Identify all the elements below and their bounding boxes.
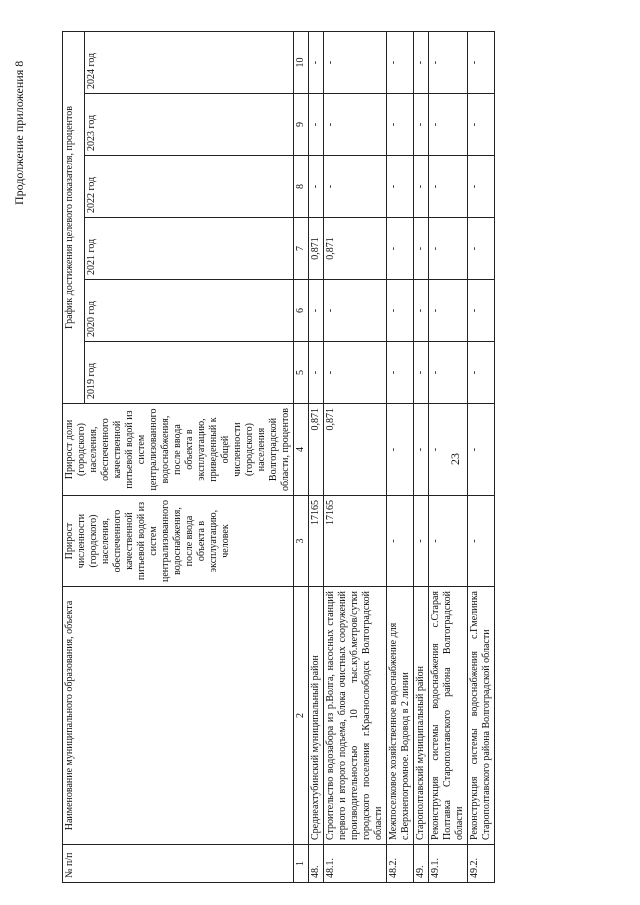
page-number: 23	[448, 453, 462, 465]
header-year: 2020 год	[85, 280, 294, 342]
column-number: 6	[294, 280, 309, 342]
row-y2021: 0,871	[324, 218, 387, 280]
header-no: № п/п	[63, 845, 294, 883]
header-year: 2024 год	[85, 32, 294, 94]
row-y2024: -	[429, 32, 468, 94]
row-y2022: -	[387, 156, 414, 218]
row-name: Реконструкция системы водоснабжения с.Старая Полтавка Старополтавского района Волгоградской области	[429, 587, 468, 845]
row-y2023: -	[429, 94, 468, 156]
table-row	[468, 32, 495, 883]
row-name: Среднеахтубинский муниципальный район	[309, 587, 324, 845]
header-year: 2022 год	[85, 156, 294, 218]
row-population: -	[468, 496, 495, 587]
column-number: 10	[294, 32, 309, 94]
row-y2023: -	[414, 94, 429, 156]
row-y2022: -	[324, 156, 387, 218]
row-no: 48.1.	[324, 845, 387, 883]
header-share-increase: Прирост доли (городского) населения, обеспеченного качественной питьевой водой из систем централизованного водоснабжения, после ввода объекта в эксплуатацию, приведенный к общей численности (городского) населения Волгоградской области, процентов	[63, 404, 294, 496]
row-population: 17165	[309, 496, 324, 587]
row-y2021: 0,871	[309, 218, 324, 280]
row-y2024: -	[387, 32, 414, 94]
row-y2022: -	[429, 156, 468, 218]
column-number: 7	[294, 218, 309, 280]
row-share: -	[429, 404, 468, 496]
row-share: -	[414, 404, 429, 496]
row-y2022: -	[309, 156, 324, 218]
row-y2021: -	[387, 218, 414, 280]
header-year: 2019 год	[85, 342, 294, 404]
column-number: 9	[294, 94, 309, 156]
row-no: 49.1.	[429, 845, 468, 883]
row-y2019: -	[414, 342, 429, 404]
row-name: Межпоселковое хозяйственное водоснабжение для с.Верхнепогромное. Водовод в 2 линии	[387, 587, 414, 845]
row-y2020: -	[414, 280, 429, 342]
continuation-note: Продолжение приложения 8	[12, 60, 26, 205]
row-y2024: -	[309, 32, 324, 94]
row-population: -	[387, 496, 414, 587]
row-y2022: -	[468, 156, 495, 218]
row-y2021: -	[468, 218, 495, 280]
column-number: 1	[294, 845, 309, 883]
row-y2023: -	[324, 94, 387, 156]
table-row	[324, 32, 387, 883]
target-indicator-table	[62, 31, 495, 883]
row-y2023: -	[468, 94, 495, 156]
row-population: -	[414, 496, 429, 587]
column-numbers-row	[294, 32, 309, 883]
table-row	[309, 32, 324, 883]
row-y2019: -	[324, 342, 387, 404]
table-row	[414, 32, 429, 883]
row-y2023: -	[387, 94, 414, 156]
row-share: -	[387, 404, 414, 496]
row-y2020: -	[309, 280, 324, 342]
row-no: 48.	[309, 845, 324, 883]
row-no: 48.2.	[387, 845, 414, 883]
header-year: 2023 год	[85, 94, 294, 156]
column-number: 4	[294, 404, 309, 496]
row-y2020: -	[468, 280, 495, 342]
row-name: Реконструкция системы водоснабжения с.Гмелинка Старополтавского района Волгоградской области	[468, 587, 495, 845]
row-y2023: -	[309, 94, 324, 156]
header-schedule: График достижения целевого показателя, процентов	[63, 32, 85, 404]
row-y2019: -	[387, 342, 414, 404]
table-row	[387, 32, 414, 883]
row-y2020: -	[429, 280, 468, 342]
row-population: 17165	[324, 496, 387, 587]
row-no: 49.	[414, 845, 429, 883]
table-row	[429, 32, 468, 883]
row-y2024: -	[324, 32, 387, 94]
row-no: 49.2.	[468, 845, 495, 883]
row-y2021: -	[414, 218, 429, 280]
row-share: -	[468, 404, 495, 496]
row-y2020: -	[387, 280, 414, 342]
row-y2022: -	[414, 156, 429, 218]
column-number: 2	[294, 587, 309, 845]
row-y2019: -	[429, 342, 468, 404]
row-name: Строительство водозабора из р.Волга, насосных станций первого и второго подъема, блока очистных сооружений производительностью 10 тыс.куб.метров/сутки городского поселения г.Краснослободск Волгоградской области	[324, 587, 387, 845]
row-name: Старополтавский муниципальный район	[414, 587, 429, 845]
row-y2021: -	[429, 218, 468, 280]
row-y2024: -	[414, 32, 429, 94]
row-share: 0,871	[324, 404, 387, 496]
column-number: 5	[294, 342, 309, 404]
row-y2024: -	[468, 32, 495, 94]
row-y2019: -	[468, 342, 495, 404]
row-share: 0,871	[309, 404, 324, 496]
column-number: 8	[294, 156, 309, 218]
row-population: -	[429, 496, 468, 587]
header-name: Наименование муниципального образования, объекта	[63, 587, 294, 845]
header-population-increase: Прирост численности (городского) населения, обеспеченного качественной питьевой водой из систем централизованного водоснабжения, после ввода объекта в эксплуатацию, человек	[63, 496, 294, 587]
column-number: 3	[294, 496, 309, 587]
row-y2020: -	[324, 280, 387, 342]
row-y2019: -	[309, 342, 324, 404]
header-year: 2021 год	[85, 218, 294, 280]
